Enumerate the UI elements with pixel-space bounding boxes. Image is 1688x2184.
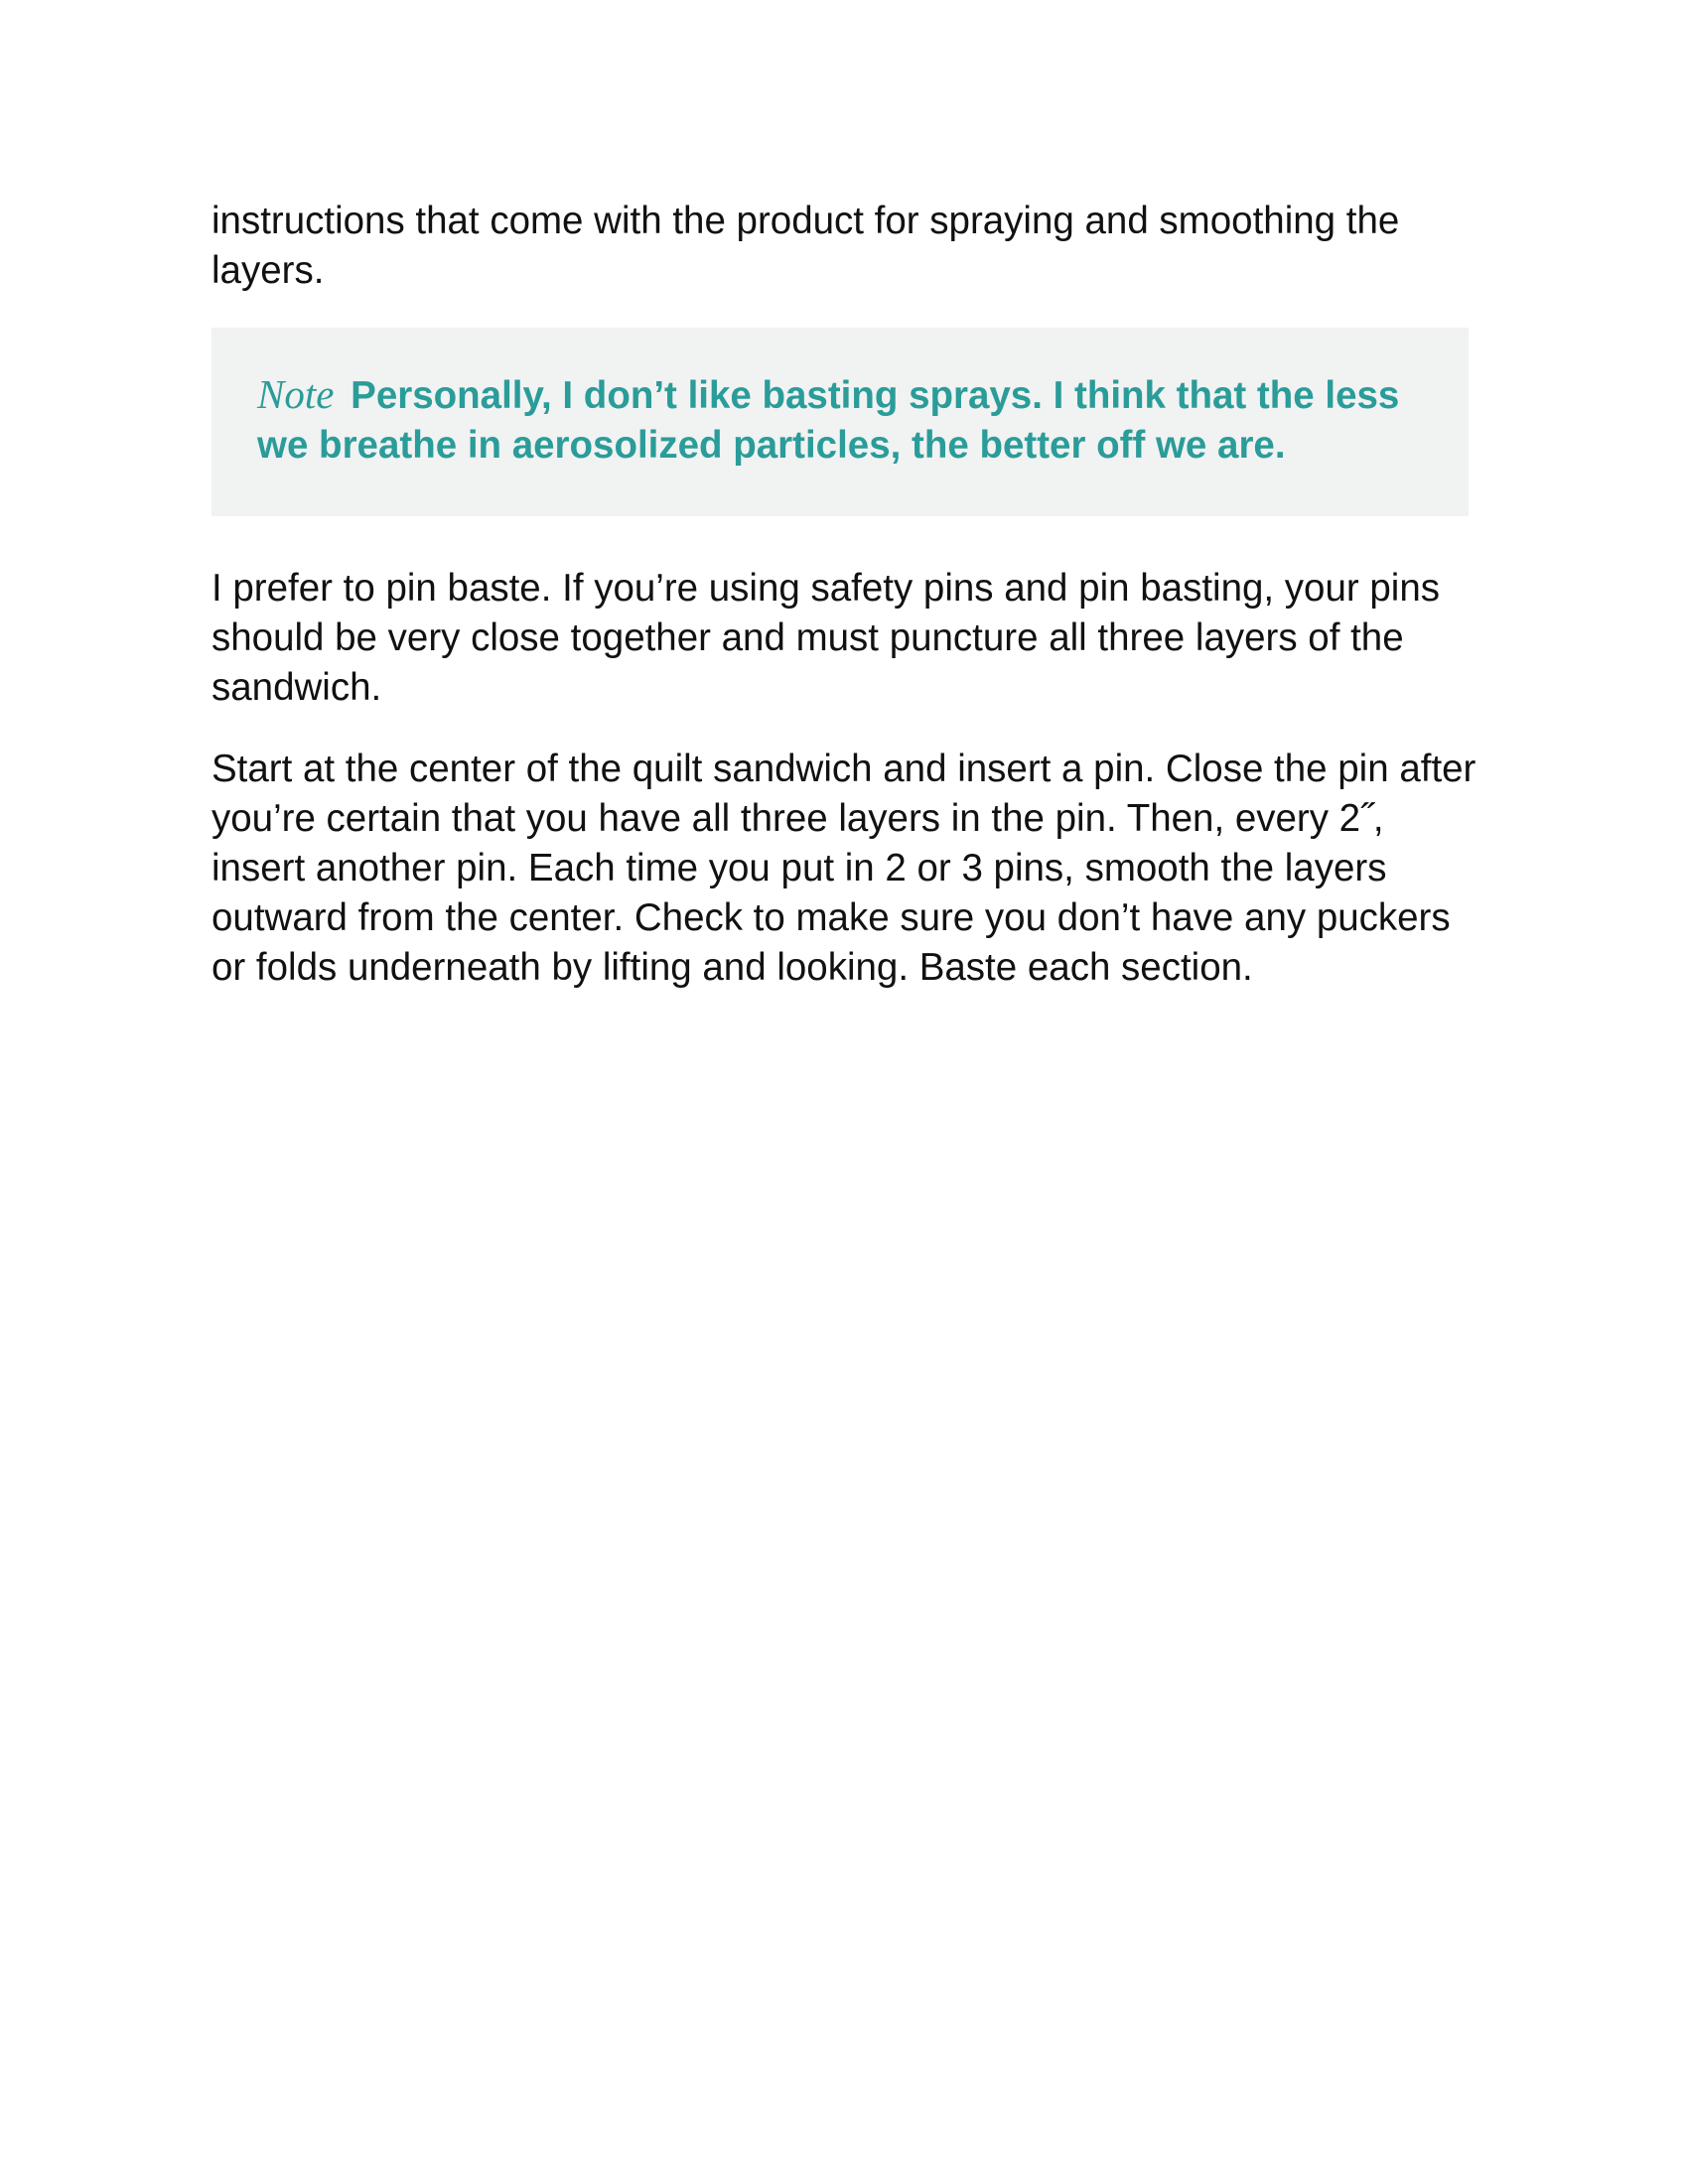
note-label: Note (257, 371, 335, 417)
document-page (211, 197, 1482, 1024)
note-text: Personally, I don’t like basting sprays. I think that the less we breathe in aerosolized particles, the better off we are. (257, 374, 1400, 467)
paragraph-intro: instructions that come with the product for spraying and smoothing the layers. (211, 200, 1400, 292)
note-callout (211, 328, 1469, 516)
paragraph-pin-baste: I prefer to pin baste. If you’re using safety pins and pin basting, your pins should be very close together and must puncture all three layers of the sandwich. (211, 567, 1441, 709)
paragraph-pin-instructions: Start at the center of the quilt sandwich and insert a pin. Close the pin after you’re certain that you have all three layers in the pin. Then, every 2˝, insert another pin. Each time you put in 2 or 3 pins, smooth the layers outward from the center. Check to make sure you don’t have any puckers or folds underneath by lifting and looking. Baste each section. (211, 748, 1477, 989)
